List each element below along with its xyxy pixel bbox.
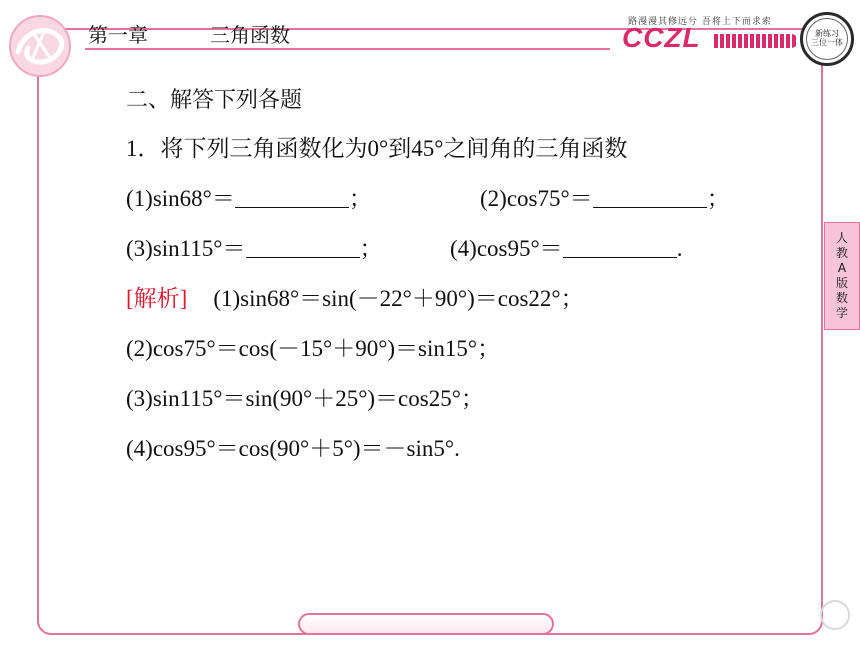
answer-line-1: (1)sin68°＝sin(－22°＋90°)＝cos22°； bbox=[213, 286, 584, 311]
side-tab-char: 版 bbox=[835, 276, 848, 290]
answer-line-2: (2)cos75°＝cos(－15°＋90°)＝sin15°； bbox=[126, 336, 501, 361]
corner-circle-decoration bbox=[820, 600, 850, 630]
topic-label: 三角函数 bbox=[210, 23, 290, 47]
page-frame bbox=[37, 28, 823, 635]
side-tab-char: A bbox=[837, 261, 847, 275]
seal-badge bbox=[800, 12, 854, 66]
q1-part3-tail: ； bbox=[359, 236, 383, 261]
q1-part2-lead: (2)cos75°＝ bbox=[480, 186, 593, 211]
side-tab-char: 数 bbox=[835, 291, 848, 305]
side-tab-char: 人 bbox=[835, 231, 848, 245]
seal-text: 新练习 三位一体 bbox=[811, 29, 843, 47]
header bbox=[0, 0, 860, 53]
q1-part3-lead: (3)sin115°＝ bbox=[126, 236, 246, 261]
logo-icon bbox=[4, 12, 76, 80]
chapter-label: 第一章 bbox=[88, 23, 148, 47]
q1-part1-tail: ； bbox=[348, 186, 372, 211]
q1-part1-lead: (1)sin68°＝ bbox=[126, 186, 235, 211]
slogan-text: 路漫漫其修远兮 吾将上下而求索 bbox=[628, 17, 772, 27]
answer-blank bbox=[563, 237, 677, 258]
q1-part4-lead: (4)cos95°＝ bbox=[450, 236, 563, 261]
section-title: 二、解答下列各题 bbox=[126, 88, 303, 113]
q1-part2-tail: ； bbox=[706, 186, 730, 211]
answer-blank bbox=[235, 187, 349, 208]
question-1-row-2 bbox=[126, 234, 383, 264]
side-tab-char: 学 bbox=[835, 306, 848, 320]
brand-logo: CCZL bbox=[622, 22, 701, 53]
analysis-row-1 bbox=[126, 284, 584, 314]
question-1-row-1 bbox=[126, 184, 372, 214]
bottom-nav-bar[interactable] bbox=[298, 613, 554, 635]
question-1-stem: 1．将下列三角函数化为0°到45°之间角的三角函数 bbox=[126, 136, 628, 161]
seal-inner bbox=[806, 18, 848, 60]
side-tab-char: 教 bbox=[835, 246, 848, 260]
analysis-label: [解析] bbox=[126, 286, 188, 311]
question-1-row-2b bbox=[450, 234, 682, 264]
side-tab-textbook-edition bbox=[824, 222, 860, 330]
question-1-row-1b bbox=[480, 184, 730, 214]
answer-line-4: (4)cos95°＝cos(90°＋5°)＝－sin5°. bbox=[126, 436, 460, 461]
answer-blank bbox=[246, 237, 360, 258]
q1-part4-tail: . bbox=[676, 236, 683, 261]
answer-blank bbox=[593, 187, 707, 208]
brand-stripes bbox=[714, 34, 798, 48]
answer-line-3: (3)sin115°＝sin(90°＋25°)＝cos25°； bbox=[126, 386, 484, 411]
header-divider bbox=[85, 48, 610, 50]
